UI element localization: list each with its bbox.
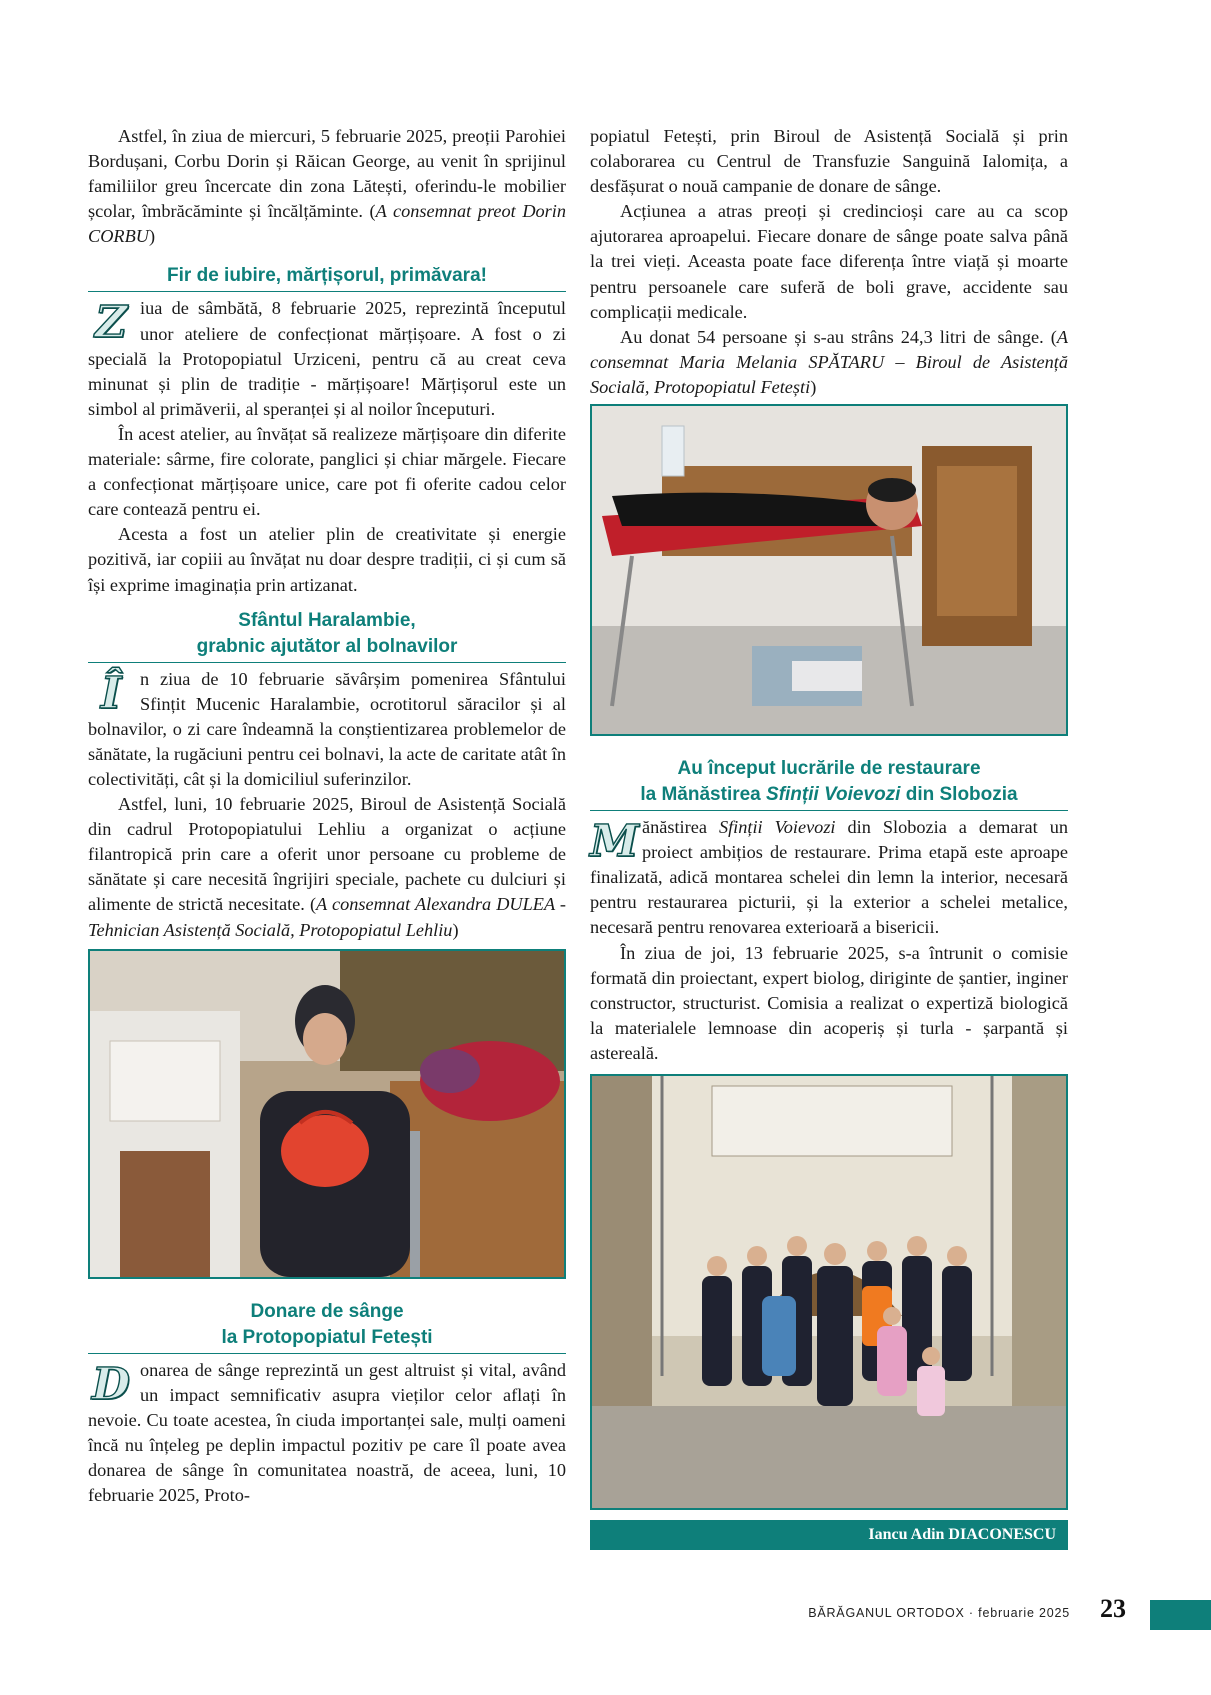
- author-credit-bar: Iancu Adin DIACONESCU: [590, 1520, 1068, 1550]
- right-column: [590, 124, 1068, 1550]
- photo-elderly-woman: [88, 949, 566, 1279]
- photo-elderly-woman-illustration: [90, 951, 564, 1277]
- dropcap-z: Z: [94, 297, 128, 349]
- article-title-restaurare: Au început lucrările de restaurare la Mănăstirea Sfinții Voievozi din Slobozia: [590, 756, 1068, 811]
- article-martisor-p3: Acesta a fost un atelier plin de creativitate și energie pozitivă, iar copiii au învățat nu doar despre tradiții, ci și cum să își exprime imaginația prin artizanat.: [88, 524, 566, 595]
- dropcap-i: Î: [100, 667, 122, 719]
- article-martisor-p2: În acest atelier, au învățat să realizeze mărțișoare din diferite materiale: sârme, fire colorate, panglici și chiar mărgele. Fiecare a confecționat mărțișoare unice, care pot fi oferite cadou celor care contează pentru ei.: [88, 423, 566, 520]
- article-restaurare-p1: Mănăstirea Sfinții Voievozi din Slobozia a demarat un proiect ambițios de restaurare. Prima etapă este aproape finalizată, adică montarea schelei din lemn la interior, necesară pentru restaurarea picturii, și la exterior a schelei metalice, necesară pentru renovarea exterioară a bisericii.: [590, 816, 1068, 938]
- article-donare-p1: Donarea de sânge reprezintă un gest altruist și vital, având un impact semnificativ asupra vieților celor aflați în nevoie. Cu toate acestea, în ciuda importanței sale, mulți oameni încă nu înțeleg pe deplin impactul pozitiv pe care îl poate avea donarea de sânge în comunitatea noastră, de aceea, luni, 10 februarie 2025, Proto-: [88, 1358, 566, 1506]
- article-restaurare-p2: În ziua de joi, 13 februarie 2025, s-a întrunit o comisie formată din proiectant, expert biolog, diriginte de șantier, inginer constructor, structurist. Comisia a realizat o expertiză biologică la materialele lemnoase din acoperiș și turla - șarpantă și astereală.: [590, 942, 1068, 1063]
- article-donare-cont-p1: popiatul Fetești, prin Biroul de Asistență Socială și prin colaborarea cu Centrul de Transfuzie Sanguină Ialomița, a desfășurat o nouă campanie de donare de sânge.: [590, 126, 1068, 197]
- article-title-donare: Donare de sânge la Protopopiatul Fetești: [88, 1299, 566, 1354]
- donare-credit: A consemnat Maria Melania SPĂTARU – Biroul de Asistență Socială, Protopopiatul Fetești: [590, 326, 1068, 397]
- photo-blood-donation: [590, 404, 1068, 736]
- left-column: [88, 124, 566, 1508]
- article-donare-cont-p3: Au donat 54 persoane și s-au strâns 24,3 litri de sânge. (A consemnat Maria Melania SPĂTARU – Biroul de Asistență Socială, Protopopiatul Fetești): [590, 326, 1068, 397]
- footer-publication: BĂRĂGANUL ORTODOX · februarie 2025: [808, 1606, 1070, 1620]
- article-haralambie-p1: Î n ziua de 10 februarie săvârșim pomenirea Sfântului Sfințit Mucenic Haralambie, ocrotitorul săracilor și al bolnavilor, o zi care îndeamnă la conștientizarea problemelor de sănătate, la rugăciuni pentru cei bolnavi, la acte de caritate atât în colectivități, cât și la domiciliul suferinzilor.: [88, 667, 566, 789]
- article-haralambie-p2: Astfel, luni, 10 februarie 2025, Biroul de Asistență Socială din cadrul Protopopiatului Lehliu a organizat o acțiune filantropică prin care a oferit unor persoane cu probleme de sănătate și care necesită îngrijiri speciale, pachete cu dulciuri și alimente de strictă necesitate. (A consemnat Alexandra DULEA - Tehnician Asistență Socială, Protopopiatul Lehliu): [88, 794, 566, 940]
- article-donare-cont-p2: Acțiunea a atras preoți și credincioși care au ca scop ajutorarea aproapelui. Fiecare donare de sânge poate salva până la trei vieți. Aceasta poate face diferența între viață și moarte pentru persoanele care suferă de boli grave, accidente sau complicații medicale.: [590, 201, 1068, 322]
- haralambie-credit: A consemnat Alexandra DULEA - Tehnician Asistență Socială, Protopopiatul Lehliu: [88, 894, 566, 940]
- dropcap-d: D: [91, 1358, 131, 1410]
- article-title-haralambie: Sfântul Haralambie, grabnic ajutător al bolnavilor: [88, 608, 566, 663]
- intro-credit: A consemnat preot Dorin CORBU: [88, 201, 566, 247]
- dropcap-m: M: [590, 816, 639, 868]
- photo-monastery-group-illustration: [592, 1076, 1066, 1508]
- page-number: 23: [1100, 1594, 1126, 1623]
- footer-accent-band: [1150, 1600, 1211, 1630]
- intro-paragraph: Astfel, în ziua de miercuri, 5 februarie 2025, preoții Parohiei Bordușani, Corbu Dorin și Răican George, au venit în sprijinul familiilor greu încercate din zona Lătești, oferindu-le mobilier școlar, îmbrăcăminte și încălțăminte. (A consemnat preot Dorin CORBU): [88, 126, 566, 247]
- article-martisor-p1: Ziua de sâmbătă, 8 februarie 2025, reprezintă începutul unor ateliere de confecționat mărțișoare. A fost o zi specială la Protopopiatul Urziceni, pentru că au creat ceva minunat și plin de tradiție - mărțișoare! Mărțișorul este un simbol al primăverii, al speranței și al noilor începuturi.: [88, 297, 566, 419]
- photo-blood-donation-illustration: [592, 406, 1066, 734]
- photo-monastery-group: [590, 1074, 1068, 1510]
- article-title-martisor: Fir de iubire, mărțișorul, primăvara!: [88, 263, 566, 292]
